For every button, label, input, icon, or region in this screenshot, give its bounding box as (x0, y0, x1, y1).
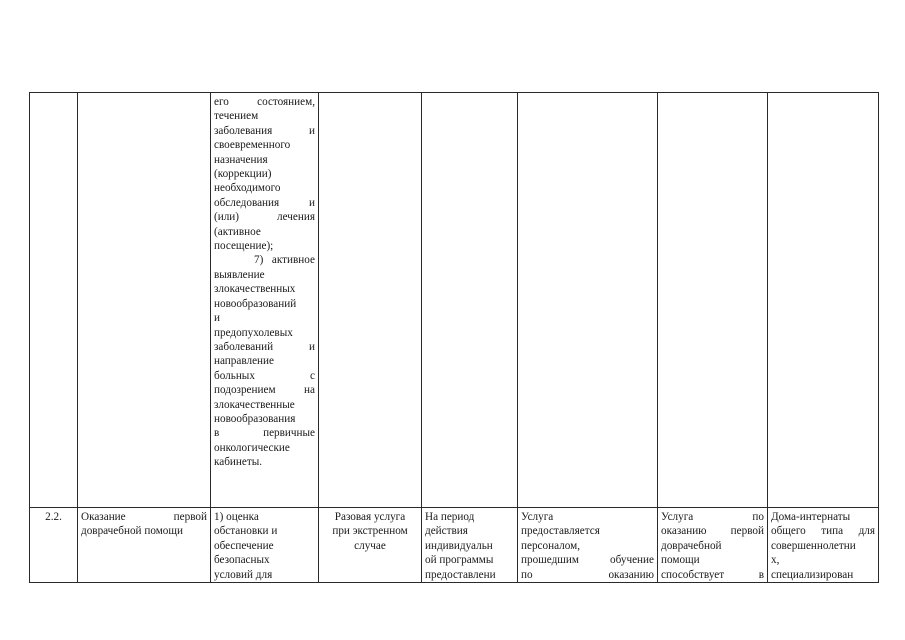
service-content-line: посещение); (214, 240, 274, 253)
service-content-line: (активное (214, 225, 261, 238)
service-content-line: безопасных (214, 554, 270, 567)
result-line: доврачебной (661, 539, 722, 552)
service-content-line: обследования и (214, 196, 315, 209)
service-content-line: злокачественные (214, 398, 295, 411)
cell-result (658, 508, 768, 583)
service-content-line: новообразований (214, 297, 297, 310)
service-content-line: 1) оценка (214, 511, 259, 523)
table-row (30, 508, 879, 583)
cell-service-name (78, 93, 211, 508)
service-content-line: больных с (214, 369, 315, 382)
service-content-line: (коррекции) (214, 168, 272, 181)
result-line: Услуга по (661, 511, 764, 523)
service-content-text (214, 95, 315, 470)
services-table (29, 92, 879, 583)
service-name-line: Оказание первой (81, 511, 207, 523)
service-content-line: и (214, 312, 220, 325)
cell-number (30, 508, 78, 583)
cell-conditions (518, 93, 658, 508)
cell-number (30, 93, 78, 508)
service-content-line: в первичные (214, 427, 315, 440)
service-content-line: предопухолевых (214, 326, 293, 339)
cell-provider (768, 508, 879, 583)
period-line: индивидуальн (425, 539, 493, 552)
period-line: ой программы (425, 554, 494, 567)
service-content-line: 7) активное (254, 254, 315, 267)
service-content-line: условий для (214, 568, 273, 581)
service-content-line: обеспечение (214, 539, 274, 552)
frequency-line: при экстренном (332, 525, 408, 538)
period-line: На период (425, 511, 475, 523)
cell-service-name (78, 508, 211, 583)
provider-line: совершеннолетни (771, 539, 856, 552)
result-line: оказанию первой (661, 525, 764, 538)
service-content-line: назначения (214, 153, 268, 166)
service-content-line: (или) лечения (214, 211, 315, 224)
provider-line: специализирован (771, 568, 854, 581)
conditions-line: предоставляется (521, 525, 600, 538)
service-content-line: необходимого (214, 182, 281, 195)
service-content-line: новообразования (214, 412, 296, 425)
cell-period (422, 508, 518, 583)
table-row (30, 93, 879, 508)
provider-line: Дома-интернаты (771, 511, 851, 523)
conditions-line: по оказанию (521, 568, 654, 581)
conditions-line: Услуга (521, 511, 554, 523)
frequency-line: случае (354, 539, 386, 552)
conditions-line: прошедшим обучение (521, 554, 654, 567)
result-line: помощи (661, 554, 700, 567)
period-line: действия (425, 525, 468, 538)
service-content-line: подозрением на (214, 384, 315, 397)
service-content-line: выявление (214, 268, 265, 281)
service-content-line: его состоянием, (214, 96, 315, 108)
cell-service-content (211, 508, 319, 583)
cell-period (422, 93, 518, 508)
cell-frequency (319, 93, 422, 508)
cell-frequency (319, 508, 422, 583)
conditions-line: персоналом, (521, 539, 580, 552)
service-content-line: заболеваний и (214, 340, 315, 353)
period-line: предоставлени (425, 568, 496, 581)
service-content-line: заболевания и (214, 124, 315, 137)
service-content-line: своевременного (214, 139, 291, 152)
service-content-line: обстановки и (214, 525, 278, 538)
cell-service-content (211, 93, 319, 508)
service-content-line: направление (214, 355, 274, 368)
cell-provider (768, 93, 879, 508)
row-number: 2.2. (45, 511, 62, 523)
service-name-line: доврачебной помощи (81, 525, 183, 538)
service-content-line: кабинеты. (214, 456, 263, 469)
service-content-line: онкологические (214, 441, 290, 454)
service-content-line: злокачественных (214, 283, 296, 296)
service-content-line: течением (214, 110, 259, 123)
cell-result (658, 93, 768, 508)
result-line: способствует в (661, 568, 764, 581)
cell-conditions (518, 508, 658, 583)
provider-line: общего типа для (771, 525, 875, 538)
provider-line: х, (771, 554, 780, 567)
frequency-line: Разовая услуга (334, 511, 406, 523)
